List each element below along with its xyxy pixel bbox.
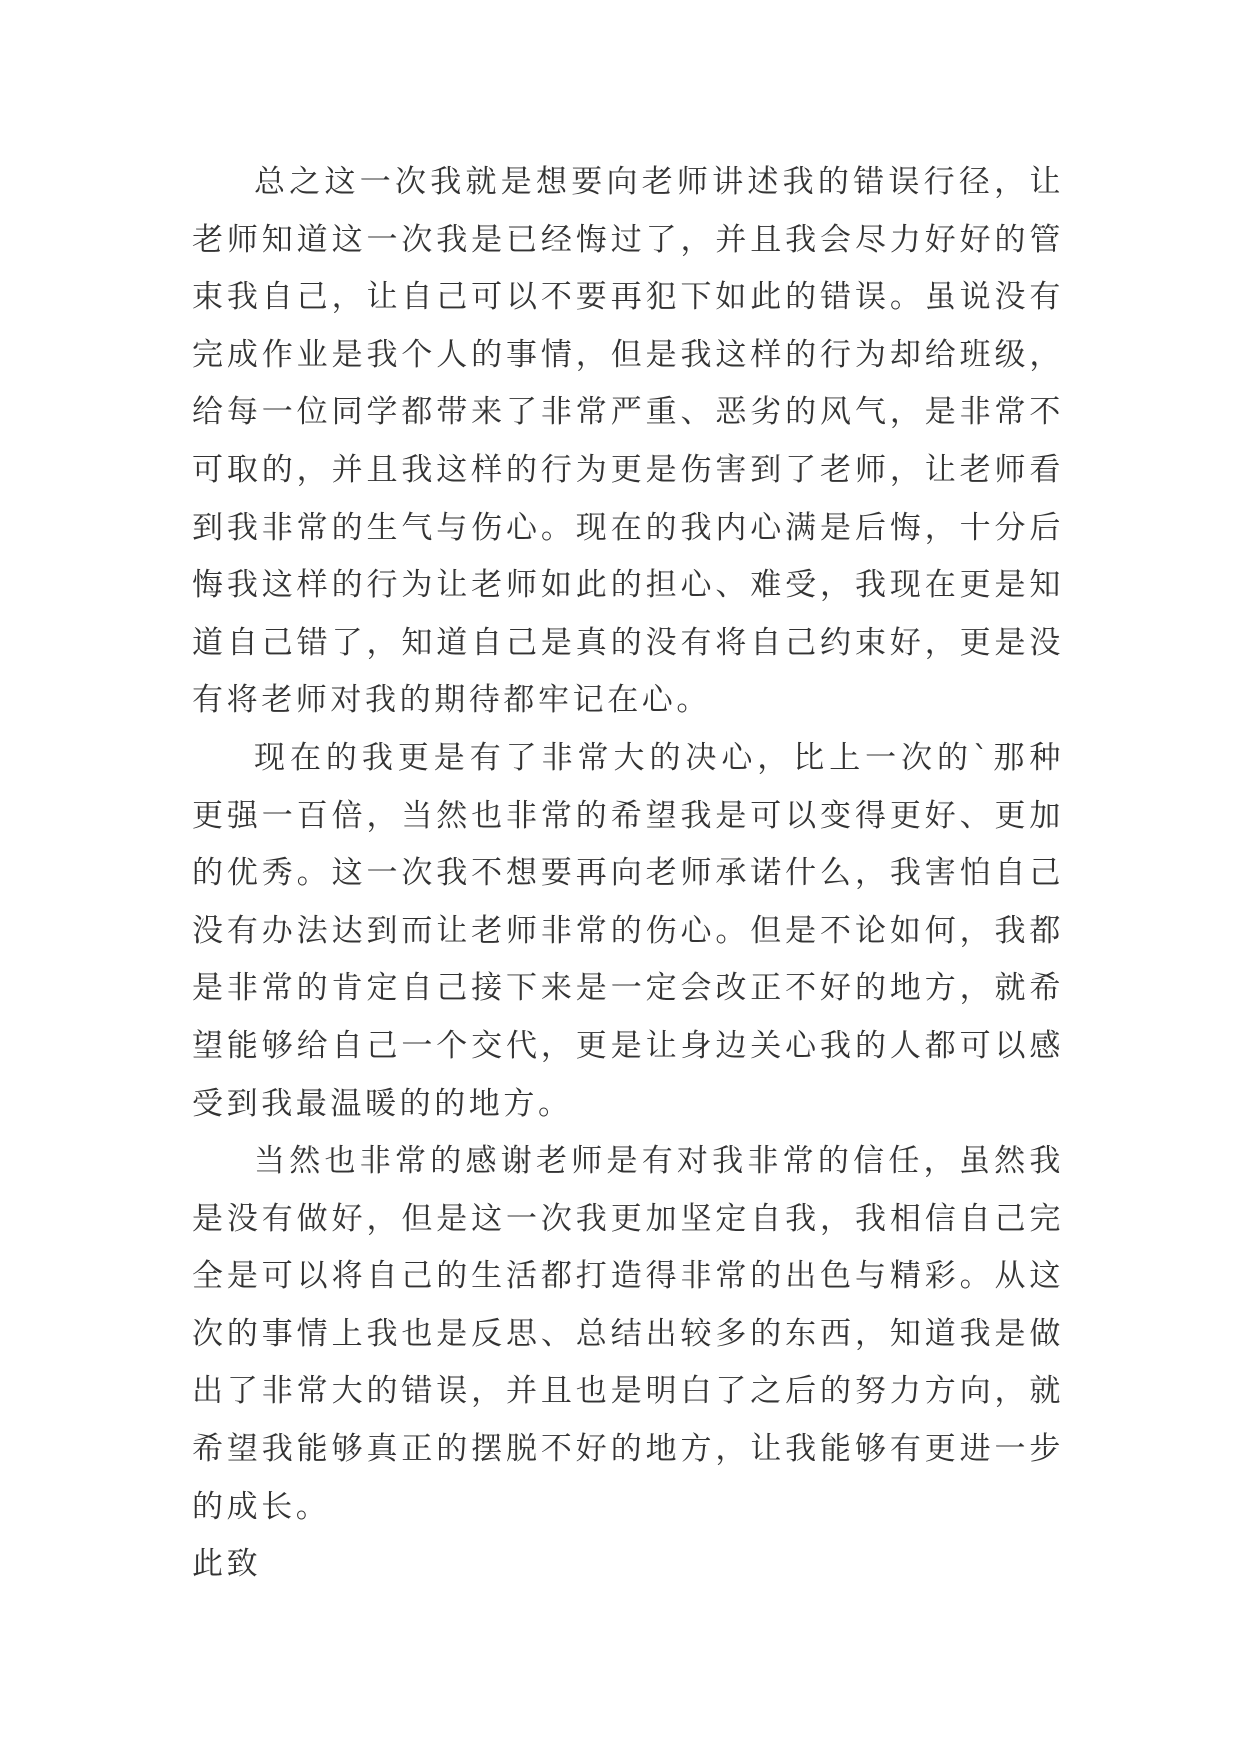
letter-body [192,154,1064,1594]
closing-salutation: 此致 [192,1546,262,1583]
paragraph-1: 总之这一次我就是想要向老师讲述我的错误行径，让老师知道这一次我是已经悔过了，并且我会尽力好好的管束我自己，让自己可以不要再犯下如此的错误。虽说没有完成作业是我个人的事情，但是我这样的行为却给班级，给每一位同学都带来了非常严重、恶劣的风气，是非常不可取的，并且我这样的行为更是伤害到了老师，让老师看到我非常的生气与伤心。现在的我内心满是后悔，十分后悔我这样的行为让老师如此的担心、难受，我现在更是知道自己错了，知道自己是真的没有将自己约束好，更是没有将老师对我的期待都牢记在心。 [192,164,1064,719]
paragraph-3: 当然也非常的感谢老师是有对我非常的信任，虽然我是没有做好，但是这一次我更加坚定自我，我相信自己完全是可以将自己的生活都打造得非常的出色与精彩。从这次的事情上我也是反思、总结出较多的东西，知道我是做出了非常大的错误，并且也是明白了之后的努力方向，就希望我能够真正的摆脱不好的地方，让我能够有更进一步的成长。 [192,1143,1064,1525]
paragraph-2: 现在的我更是有了非常大的决心，比上一次的`那种更强一百倍，当然也非常的希望我是可以变得更好、更加的优秀。这一次我不想要再向老师承诺什么，我害怕自己没有办法达到而让老师非常的伤心。但是不论如何，我都是非常的肯定自己接下来是一定会改正不好的地方，就希望能够给自己一个交代，更是让身边关心我的人都可以感受到我最温暖的的地方。 [192,739,1064,1122]
